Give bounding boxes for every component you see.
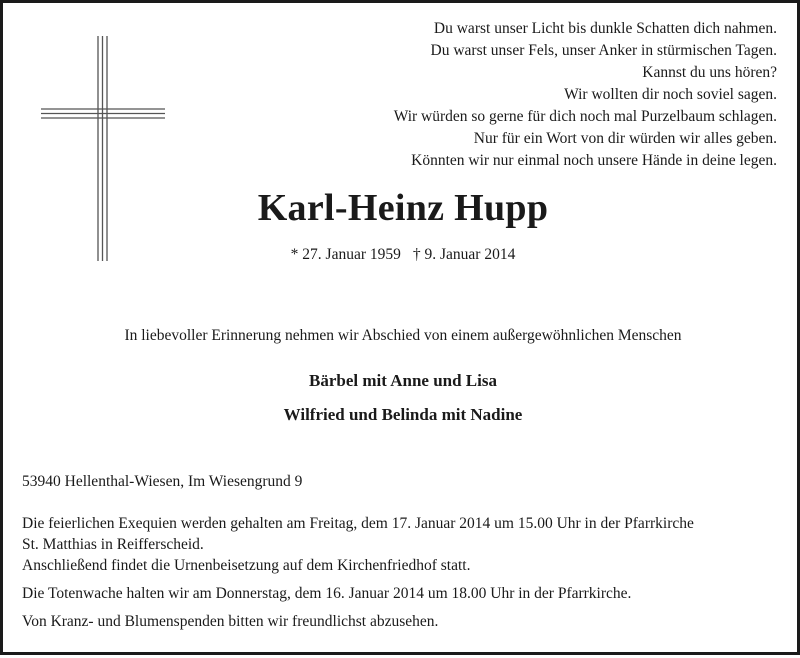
address: 53940 Hellenthal-Wiesen, Im Wiesengrund 9: [22, 473, 303, 490]
poem-line: Wir würden so gerne für dich noch mal Purzelbaum schlagen.: [393, 108, 777, 125]
exequies-line: Die feierlichen Exequien werden gehalten am Freitag, dem 17. Januar 2014 um 15.00 Uhr in der Pfarrkirche: [22, 515, 694, 532]
birth-date: * 27. Januar 1959: [290, 246, 401, 263]
mourner-group: Wilfried und Belinda mit Nadine: [283, 405, 523, 424]
mourner-group: Bärbel mit Anne und Lisa: [309, 371, 497, 390]
mourners: [3, 369, 800, 437]
burial-line: Anschließend findet die Urnenbeisetzung auf dem Kirchenfriedhof statt.: [22, 557, 471, 574]
exequies-paragraph: [22, 513, 782, 576]
flowers-paragraph: Von Kranz- und Blumenspenden bitten wir freundlichst abzusehen.: [22, 613, 439, 630]
remembrance-text: In liebevoller Erinnerung nehmen wir Abschied von einem außergewöhnlichen Menschen: [124, 327, 682, 344]
death-date: † 9. Januar 2014: [412, 246, 516, 263]
poem-line: Könnten wir nur einmal noch unsere Hände in deine legen.: [411, 152, 777, 169]
poem-line: Du warst unser Licht bis dunkle Schatten dich nahmen.: [433, 20, 777, 37]
vigil-paragraph: Die Totenwache halten wir am Donnerstag, dem 16. Januar 2014 um 18.00 Uhr in der Pfarrkirche.: [22, 585, 632, 602]
life-dates: [3, 246, 800, 264]
poem-line: Du warst unser Fels, unser Anker in stürmischen Tagen.: [430, 42, 777, 59]
deceased-name: Karl-Heinz Hupp: [257, 187, 549, 229]
poem-line: Nur für ein Wort von dir würden wir alles geben.: [473, 130, 777, 147]
exequies-line: St. Matthias in Reifferscheid.: [22, 536, 204, 553]
poem-line: Kannst du uns hören?: [642, 64, 777, 81]
poem-line: Wir wollten dir noch soviel sagen.: [564, 86, 777, 103]
poem: [307, 18, 777, 172]
service-details: [22, 513, 782, 639]
